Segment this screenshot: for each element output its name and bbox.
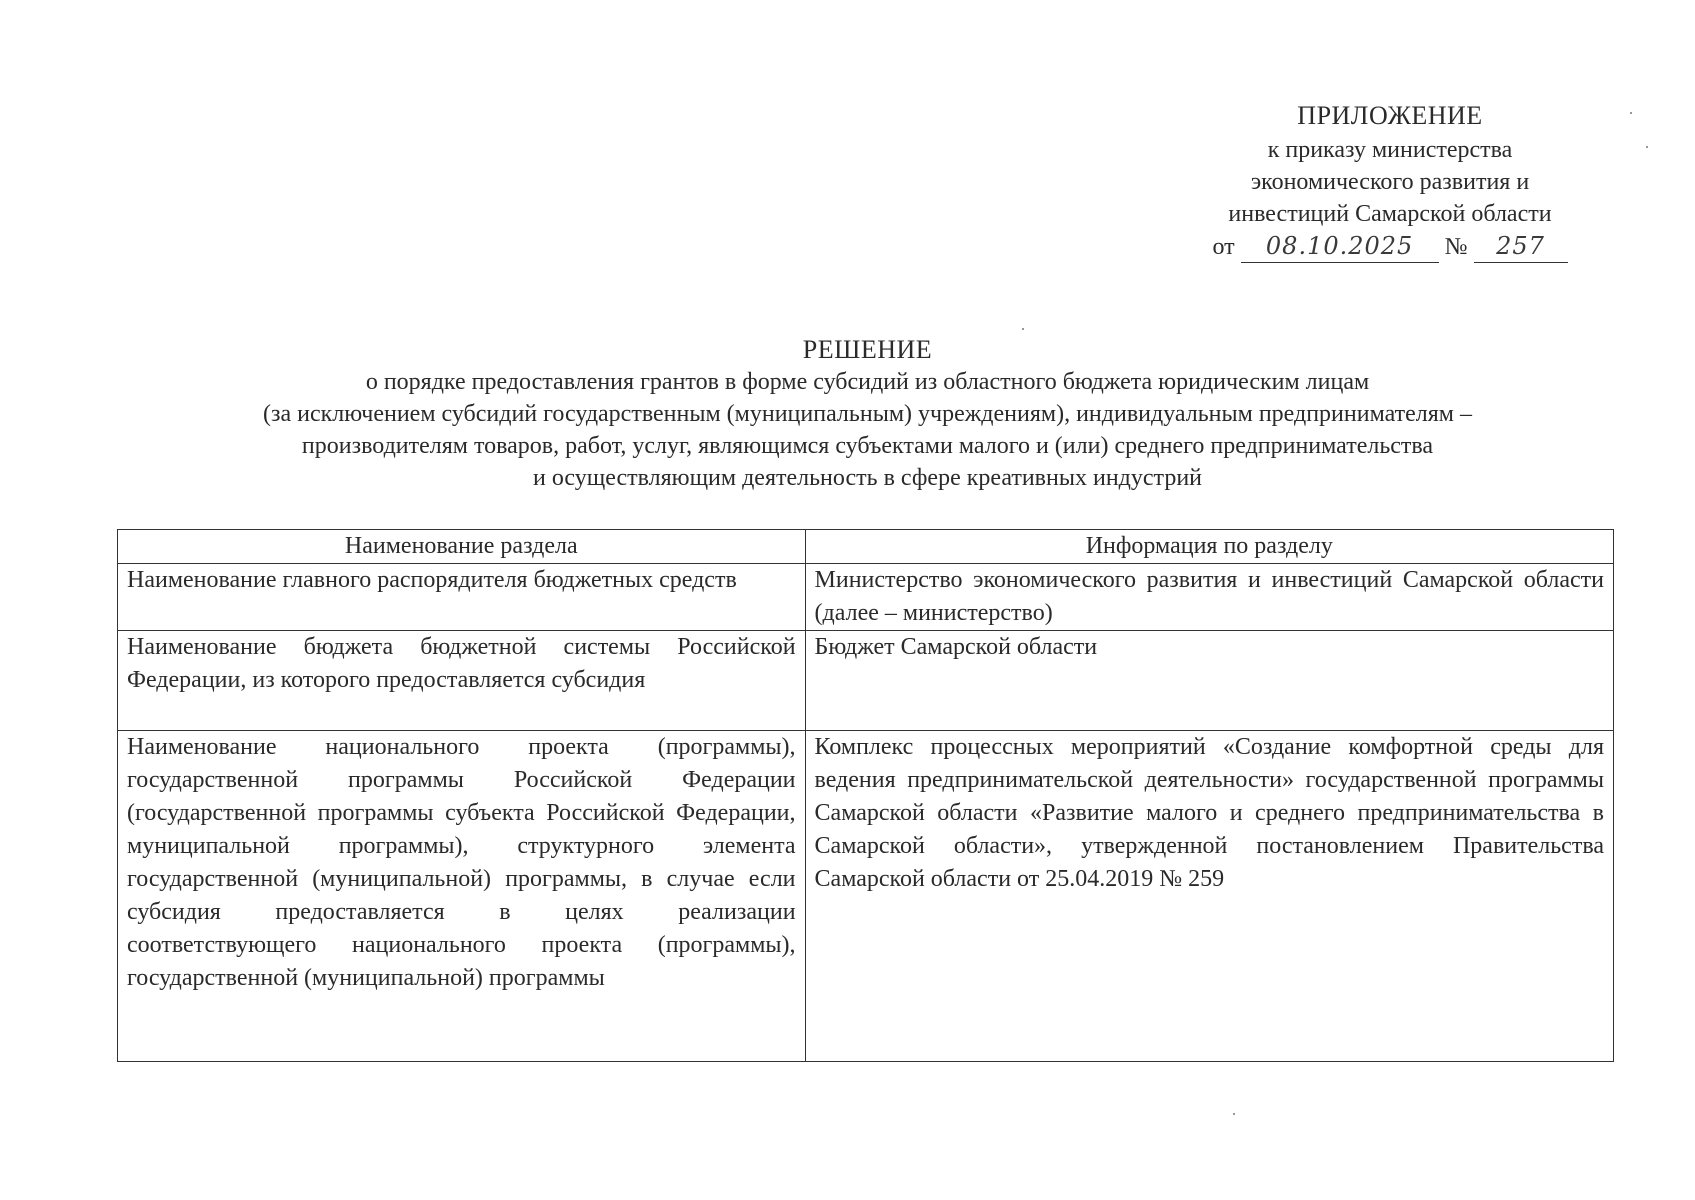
scan-speck xyxy=(1233,1113,1235,1115)
scan-speck xyxy=(1630,112,1632,114)
handwritten-date: 08.10.2025 xyxy=(1241,230,1439,263)
table-row xyxy=(118,564,1614,631)
cell-info: Комплекс процессных мероприятий «Создание комфортной среды для ведения предпринимательской деятельности» государственной программы Самарской области «Развитие малого и среднего предпринимательства в Самарской области», утвержденной постановлением Правительства Самарской области от 25.04.2019 № 259 xyxy=(805,731,1613,1062)
cell-section: Наименование главного распорядителя бюджетных средств xyxy=(118,564,806,631)
appendix-line-1: к приказу министерства xyxy=(1267,137,1513,163)
scan-speck xyxy=(1022,328,1024,330)
scan-speck xyxy=(1646,146,1648,148)
header-section-name: Наименование раздела xyxy=(118,530,806,564)
appendix-line-3: инвестиций Самарской области xyxy=(1228,201,1552,227)
decision-line-4: и осуществляющим деятельность в сфере креативных индустрий xyxy=(532,465,1203,491)
decision-line-2: (за исключением субсидий государственным (муниципальным) учреждениям), индивидуальным предпринимателям – xyxy=(263,401,1472,427)
section-info-table xyxy=(117,529,1614,1062)
decision-heading xyxy=(120,334,1615,494)
decision-title: РЕШЕНИЕ xyxy=(802,335,933,364)
header-section-info: Информация по разделу xyxy=(805,530,1613,564)
cell-section: Наименование бюджета бюджетной системы Российской Федерации, из которого предоставляется субсидия xyxy=(118,631,806,731)
appendix-title: ПРИЛОЖЕНИЕ xyxy=(1297,101,1483,130)
table-row xyxy=(118,731,1614,1062)
handwritten-number: 257 xyxy=(1474,230,1568,263)
cell-section: Наименование национального проекта (программы), государственной программы Российской Федерации (государственной программы субъекта Российской Федерации, муниципальной программы), структурного элемента государственной (муниципальной) программы, в случае если субсидия предоставляется в целях реализации соответствующего национального проекта (программы), государственной (муниципальной) программы xyxy=(118,731,806,1062)
cell-info: Бюджет Самарской области xyxy=(805,631,1613,731)
date-prefix: от xyxy=(1212,234,1235,260)
table-header-row xyxy=(118,530,1614,564)
appendix-block xyxy=(1180,100,1600,263)
cell-info: Министерство экономического развития и инвестиций Самарской области (далее – министерство) xyxy=(805,564,1613,631)
number-prefix: № xyxy=(1444,234,1468,260)
decision-line-1: о порядке предоставления грантов в форме субсидий из областного бюджета юридическим лицам xyxy=(365,369,1370,395)
appendix-date-line xyxy=(1212,230,1567,263)
decision-line-3: производителям товаров, работ, услуг, являющимся субъектами малого и (или) среднего предпринимательства xyxy=(301,433,1434,459)
appendix-line-2: экономического развития и xyxy=(1250,169,1530,195)
table-row xyxy=(118,631,1614,731)
